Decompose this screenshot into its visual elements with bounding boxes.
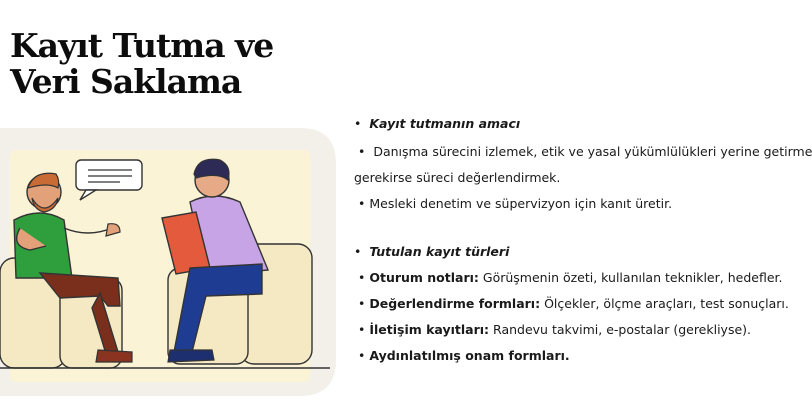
bullet-icon: • (357, 296, 366, 311)
list-item: • Aydınlatılmış onam formları. (357, 348, 570, 363)
list-item: • İletişim kayıtları: Randevu takvimi, e-postalar (gerekliyse). (357, 322, 752, 337)
list-item: • Değerlendirme formları: Ölçekler, ölçme araçları, test sonuçları. (357, 296, 789, 311)
bullet-icon: • (357, 348, 366, 363)
bullet-icon: • (354, 116, 362, 131)
section1-line1: • Danışma sürecini izlemek, etik ve yasal yükümlülükleri yerine getirme (357, 144, 812, 159)
bullet-icon: • (357, 270, 366, 285)
page-title: Kayıt Tutma ve Veri Saklama (10, 26, 274, 101)
section1-heading-row (354, 116, 520, 131)
bullet-icon: • (354, 244, 362, 259)
counseling-illustration (0, 128, 336, 396)
bullet-icon: • (357, 144, 366, 159)
section1-heading: Kayıt tutmanın amacı (369, 116, 521, 131)
list-item: • Oturum notları: Görüşmenin özeti, kullanılan teknikler, hedefler. (357, 270, 783, 285)
bullet-icon: • (357, 322, 366, 337)
section2-heading-row (354, 244, 509, 259)
section2-heading: Tutulan kayıt türleri (369, 244, 510, 259)
bullet-icon: • (357, 196, 366, 211)
section1-line2: • Mesleki denetim ve süpervizyon için kanıt üretir. (357, 196, 673, 211)
section1-line1-cont: gerekirse süreci değerlendirmek. (354, 170, 561, 185)
